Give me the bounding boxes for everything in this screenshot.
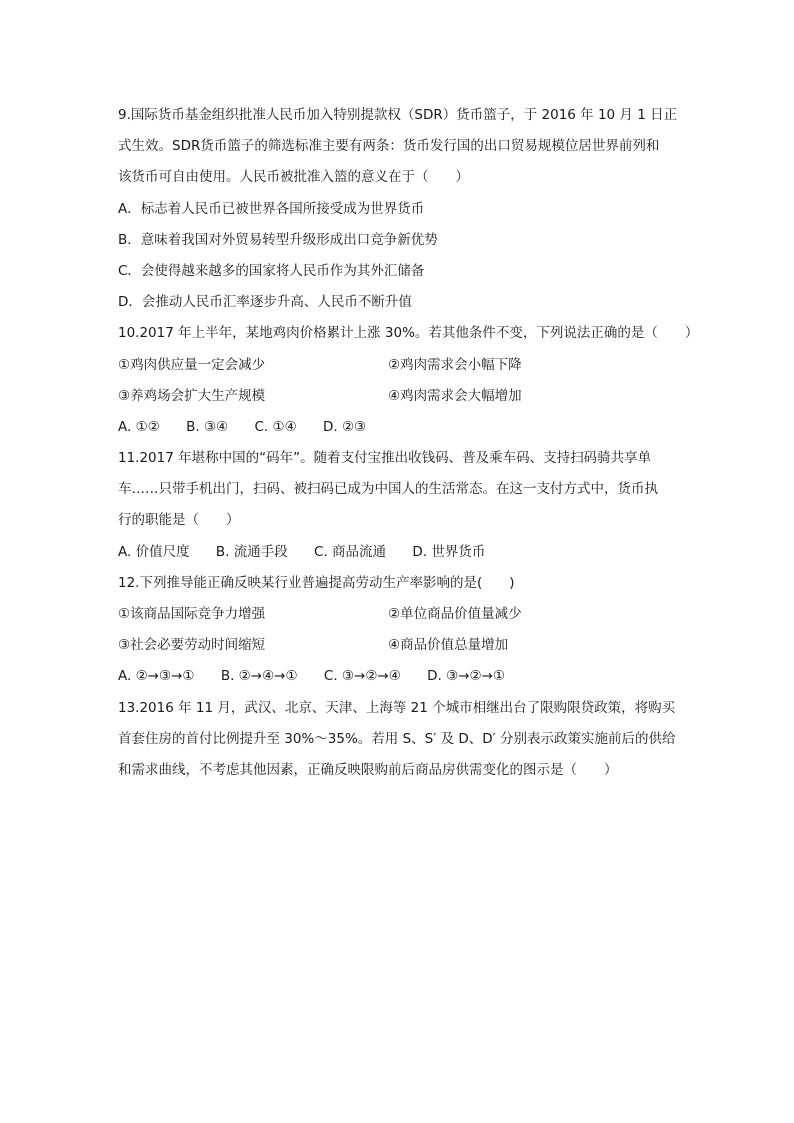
question-9-option-c: C．会使得越来越多的国家将人民币作为其外汇储备 <box>118 262 425 279</box>
question-10-items-row-1 <box>118 350 688 381</box>
question-10-item-2: ②鸡肉需求会小幅下降 <box>388 356 522 373</box>
question-12-items-row-2 <box>118 630 688 661</box>
question-9-stem-line-3: 该货币可自由使用。人民币被批准入篮的意义在于（ ） <box>118 169 469 186</box>
question-10-options <box>118 412 688 443</box>
question-12-item-3: ③社会必要劳动时间缩短 <box>118 637 266 654</box>
question-12-stem: 12.下列推导能正确反映某行业普遍提高劳动生产率影响的是( ) <box>118 574 515 591</box>
question-12-item-2: ②单位商品价值量减少 <box>388 606 522 622</box>
question-11-stem-line-2: 车……只带手机出门，扫码、被扫码已成为中国人的生活常态。在这一支付方式中，货币执 <box>118 481 658 498</box>
question-13-stem-line-1: 13.2016 年 11 月，武汉、北京、天津、上海等 21 个城市相继出台了限购限贷政策，将购买 <box>118 699 676 716</box>
question-9-option-a: A．标志着人民币已被世界各国所接受成为世界货币 <box>118 200 425 217</box>
question-10-item-4: ④鸡肉需求会大幅增加 <box>388 387 522 404</box>
question-12-options <box>118 661 688 692</box>
question-10-stem: 10.2017 年上半年，某地鸡肉价格累计上涨 30%。若其他条件不变，下列说法正确的是（ ） <box>118 325 699 342</box>
exam-page <box>118 100 699 786</box>
question-13-stem-line-2: 首套住房的首付比例提升至 30%～35%。若用 S、S′ 及 D、D′ 分别表示政策实施前后的供给 <box>118 730 676 747</box>
question-13-stem-line-3: 和需求曲线，不考虑其他因素，正确反映限购前后商品房供需变化的图示是（ ） <box>118 761 618 778</box>
question-10 <box>118 318 699 443</box>
question-12-option-b: B. ②→④→① <box>220 668 298 685</box>
question-10-item-3: ③养鸡场会扩大生产规模 <box>118 387 266 404</box>
question-13 <box>118 693 688 787</box>
question-9 <box>118 100 688 318</box>
question-11-stem-line-1: 11.2017 年堪称中国的“码年”。随着支付宝推出收钱码、普及乘车码、支持扫码骑共享单 <box>118 450 652 467</box>
question-10-items-row-2 <box>118 381 688 412</box>
question-10-option-d: D. ②③ <box>322 418 367 435</box>
question-11-options <box>118 537 688 568</box>
question-12-option-d: D. ③→②→① <box>427 668 506 685</box>
question-12 <box>118 568 688 693</box>
question-10-option-c: C. ①④ <box>254 418 297 435</box>
question-12-item-1: ①该商品国际竞争力增强 <box>118 606 266 622</box>
question-10-option-a: A. ①② <box>118 418 160 435</box>
question-11 <box>118 443 688 568</box>
question-9-stem-line-1: 9.国际货币基金组织批准人民币加入特别提款权（SDR）货币篮子，于 2016 年 10 月 1 日正 <box>118 107 678 123</box>
question-12-option-c: C. ③→②→④ <box>323 668 401 685</box>
question-11-option-d: D. 世界货币 <box>412 543 486 560</box>
question-11-option-b: B. 流通手段 <box>215 543 288 560</box>
question-9-option-d: D．会推动人民币汇率逐步升高、人民币不断升值 <box>118 294 412 311</box>
question-9-option-b: B．意味着我国对外贸易转型升级形成出口竞争新优势 <box>118 231 438 248</box>
question-12-item-4: ④商品价值总量增加 <box>388 637 509 654</box>
question-10-item-1: ①鸡肉供应量一定会减少 <box>118 356 266 373</box>
question-11-option-a: A. 价值尺度 <box>118 543 190 560</box>
question-10-option-b: B. ③④ <box>186 418 229 435</box>
question-12-items-row-1 <box>118 599 688 630</box>
question-9-stem-line-2: 式生效。SDR货币篮子的筛选标准主要有两条：货币发行国的出口贸易规模位居世界前列和 <box>118 138 660 155</box>
question-12-option-a: A. ②→③→① <box>118 668 195 685</box>
question-11-option-c: C. 商品流通 <box>314 543 387 560</box>
question-11-stem-line-3: 行的职能是（ ） <box>118 512 240 529</box>
